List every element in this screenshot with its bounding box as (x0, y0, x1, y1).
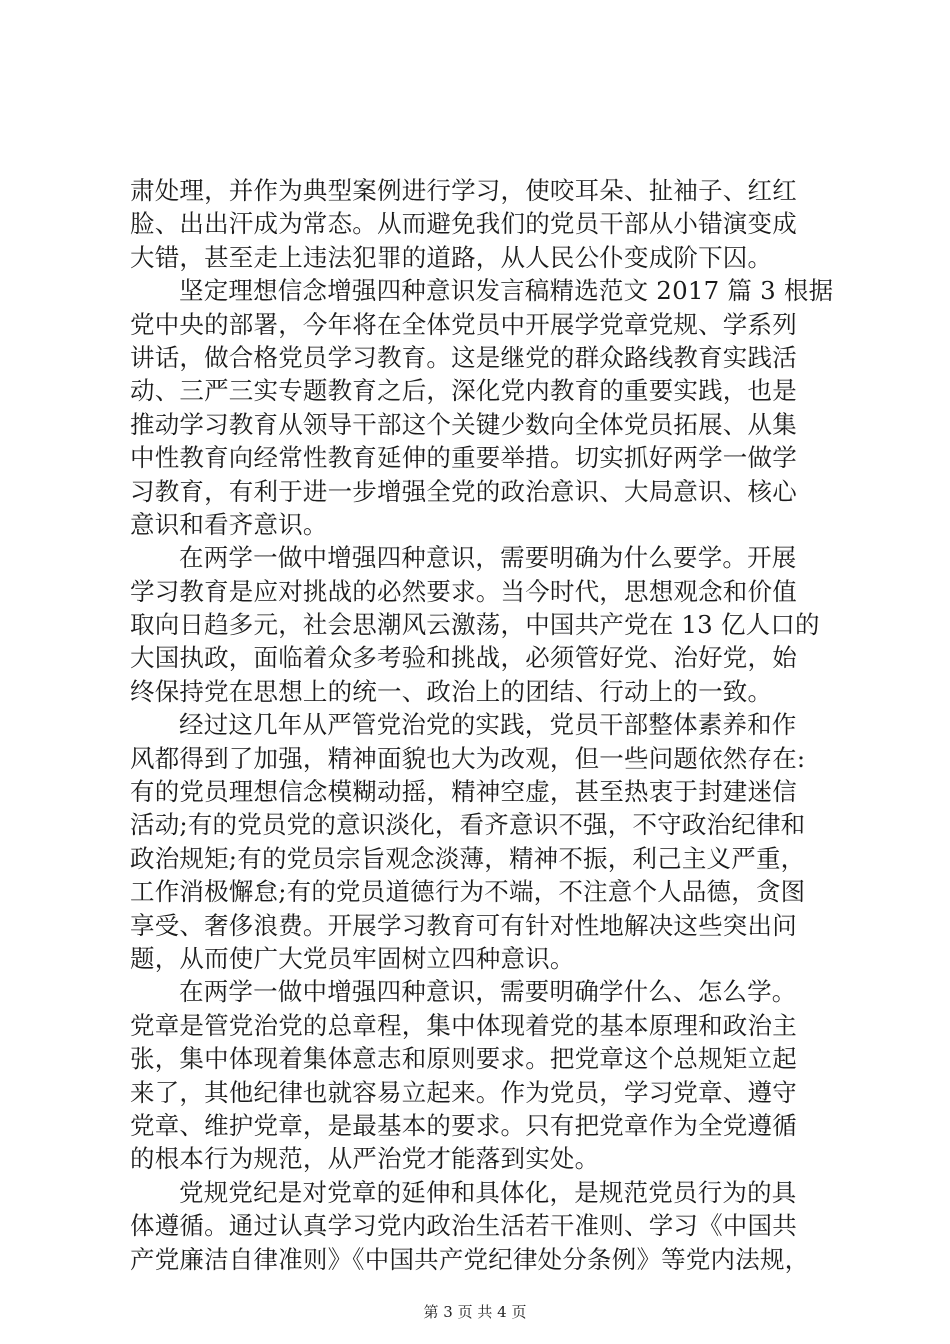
text-line: 脸、出出汗成为常态。从而避免我们的党员干部从小错演变成 (130, 209, 797, 239)
text-line: 的根本行为规范，从严治党才能落到实处。 (130, 1144, 600, 1174)
text-line: 有的党员理想信念模糊动摇，精神空虚，甚至热衷于封建迷信 (130, 777, 797, 807)
paragraph-start-line: 在两学一做中增强四种意识，需要明确学什么、怎么学。 (179, 977, 797, 1007)
text-line: 张，集中体现着集体意志和原则要求。把党章这个总规矩立起 (130, 1044, 797, 1074)
text-line: 取向日趋多元，社会思潮风云激荡，中国共产党在 13 亿人口的 (130, 610, 820, 640)
text-line: 终保持党在思想上的统一、政治上的团结、行动上的一致。 (130, 676, 773, 706)
page-number: 第 3 页 共 4 页 (423, 1303, 527, 1321)
text-line: 来了，其他纪律也就容易立起来。作为党员，学习党章、遵守 (130, 1077, 797, 1107)
text-line: 肃处理，并作为典型案例进行学习，使咬耳朵、扯袖子、红红 (130, 176, 797, 205)
text-line: 工作消极懈怠;有的党员道德行为不端，不注意个人品德，贪图 (130, 877, 806, 907)
text-line: 习教育，有利于进一步增强全党的政治意识、大局意识、核心 (130, 476, 797, 506)
text-line: 体遵循。通过认真学习党内政治生活若干准则、学习《中国共 (130, 1211, 797, 1241)
text-line: 活动;有的党员党的意识淡化，看齐意识不强，不守政治纪律和 (130, 810, 806, 840)
text-line: 讲话，做合格党员学习教育。这是继党的群众路线教育实践活 (130, 342, 797, 372)
text-line: 党中央的部署，今年将在全体党员中开展学党章党规、学系列 (130, 309, 797, 339)
paragraph-start-line: 在两学一做中增强四种意识，需要明确为什么要学。开展 (179, 543, 797, 573)
text-line: 中性教育向经常性教育延伸的重要举措。切实抓好两学一做学 (130, 443, 797, 473)
text-line: 大错，甚至走上违法犯罪的道路，从人民公仆变成阶下囚。 (130, 242, 773, 272)
text-line: 风都得到了加强，精神面貌也大为改观，但一些问题依然存在: (130, 743, 806, 773)
text-line: 政治规矩;有的党员宗旨观念淡薄，精神不振，利己主义严重， (130, 843, 806, 873)
document-body (130, 174, 834, 1276)
page-footer (0, 1302, 950, 1322)
paragraph-start-line: 经过这几年从严管党治党的实践，党员干部整体素养和作 (179, 710, 797, 740)
text-line: 享受、奢侈浪费。开展学习教育可有针对性地解决这些突出问 (130, 910, 797, 940)
paragraph-start-line: 党规党纪是对党章的延伸和具体化，是规范党员行为的具 (179, 1177, 797, 1207)
text-line: 党章是管党治党的总章程，集中体现着党的基本原理和政治主 (130, 1010, 797, 1040)
text-line: 学习教育是应对挑战的必然要求。当今时代，思想观念和价值 (130, 576, 797, 606)
text-line: 动、三严三实专题教育之后，深化党内教育的重要实践，也是 (130, 376, 797, 406)
text-line: 意识和看齐意识。 (130, 509, 328, 539)
text-line: 党章、维护党章，是最基本的要求。只有把党章作为全党遵循 (130, 1110, 797, 1140)
text-line: 大国执政，面临着众多考验和挑战，必须管好党、治好党，始 (130, 643, 797, 673)
text-line: 题，从而使广大党员牢固树立四种意识。 (130, 943, 575, 973)
text-line: 产党廉洁自律准则》《中国共产党纪律处分条例》等党内法规， (130, 1244, 810, 1274)
text-line: 推动学习教育从领导干部这个关键少数向全体党员拓展、从集 (130, 409, 797, 439)
paragraph-start-line: 坚定理想信念增强四种意识发言稿精选范文 2017 篇 3 根据 (179, 276, 834, 306)
